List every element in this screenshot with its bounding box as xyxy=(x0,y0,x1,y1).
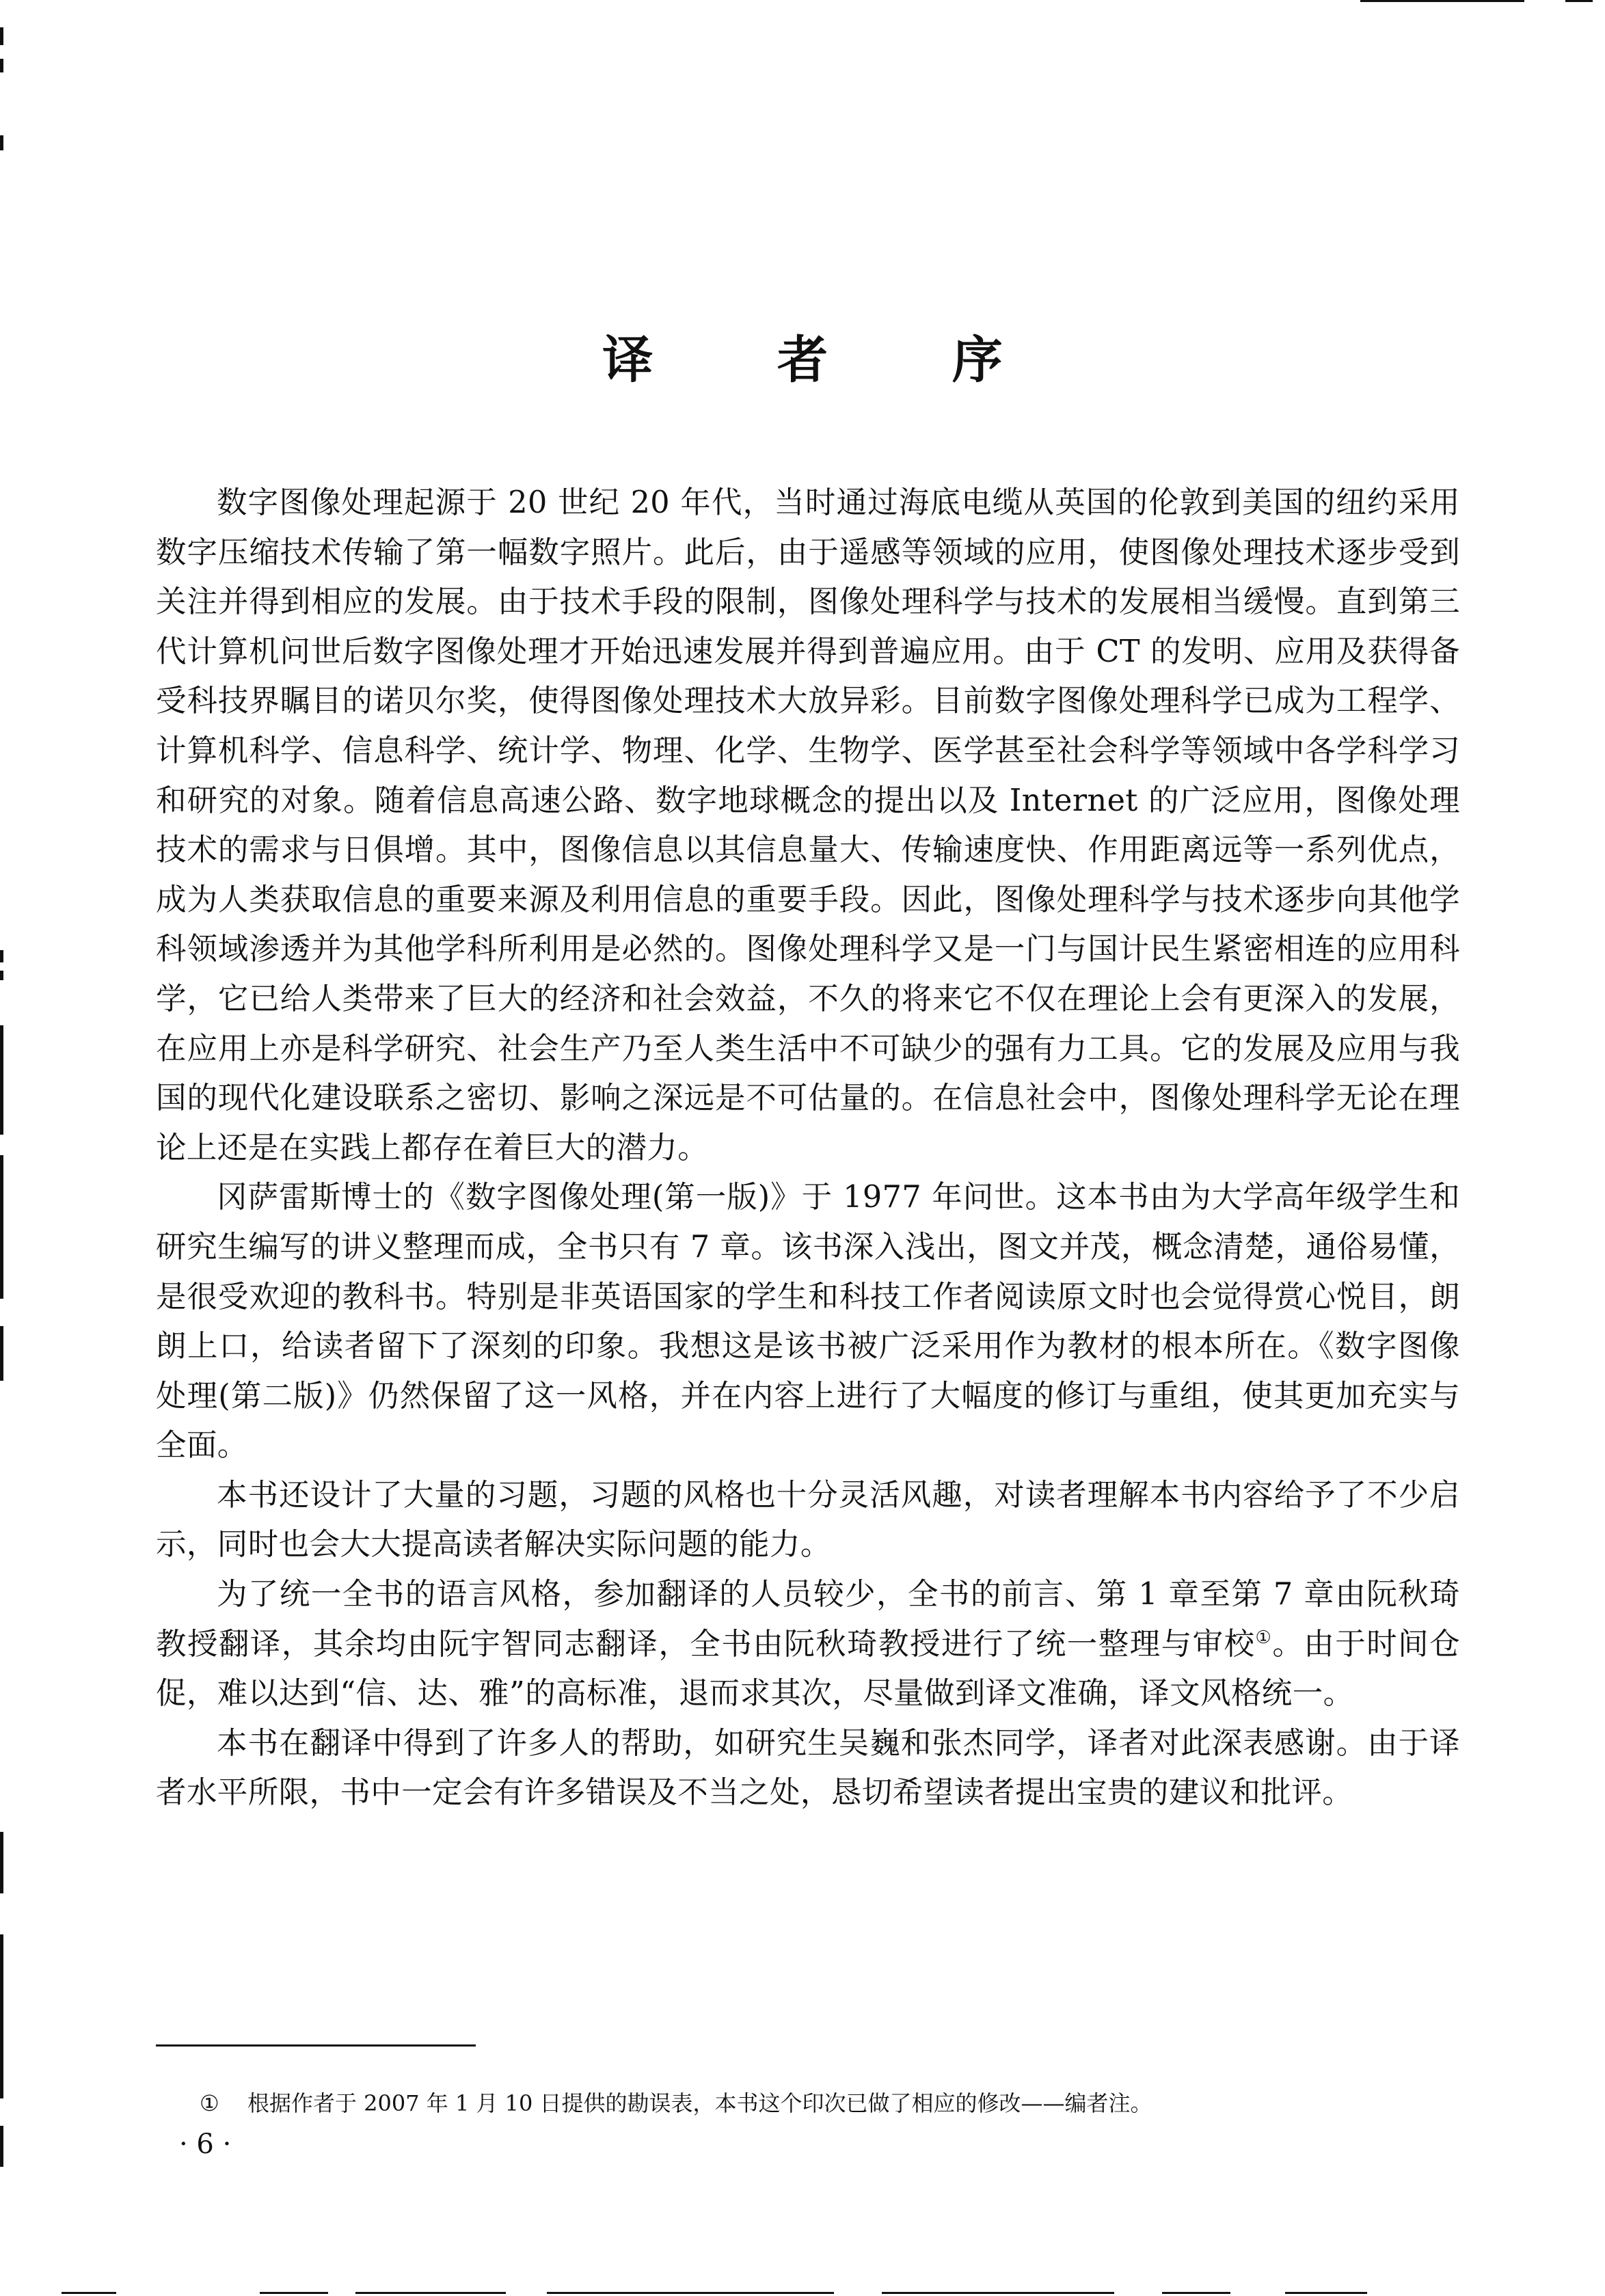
scan-artifact xyxy=(0,971,3,980)
scan-artifact xyxy=(0,2126,3,2167)
scan-artifact xyxy=(0,1155,3,1299)
scan-artifact xyxy=(260,2292,328,2294)
scan-artifact xyxy=(1360,0,1524,2)
scan-artifact xyxy=(0,1025,3,1135)
scan-artifact xyxy=(0,950,3,962)
scan-artifact xyxy=(0,1934,3,2098)
paragraph-with-footnote-ref xyxy=(156,1570,1460,1719)
paragraph: 数字图像处理起源于 20 世纪 20 年代，当时通过海底电缆从英国的伦敦到美国的纽约采用数字压缩技术传输了第一幅数字照片。此后，由于遥感等领域的应用，使图像处理技术逐步受到关注并得到相应的发展。由于技术手段的限制，图像处理科学与技术的发展相当缓慢。直到第三代计算机问世后数字图像处理才开始迅速发展并得到普遍应用。由于 CT 的发明、应用及获得备受科技界瞩目的诺贝尔奖，使得图像处理技术大放异彩。目前数字图像处理科学已成为工程学、计算机科学、信息科学、统计学、物理、化学、生物学、医学甚至社会科学等领域中各学科学习和研究的对象。随着信息高速公路、数字地球概念的提出以及 Internet 的广泛应用，图像处理技术的需求与日俱增。其中，图像信息以其信息量大、传输速度快、作用距离远等一系列优点，成为人类获取信息的重要来源及利用信息的重要手段。因此，图像处理科学与技术逐步向其他学科领域渗透并为其他学科所利用是必然的。图像处理科学又是一门与国计民生紧密相连的应用科学，它已给人类带来了巨大的经济和社会效益，不久的将来它不仅在理论上会有更深入的发展，在应用上亦是科学研究、社会生产乃至人类生活中不可缺少的强有力工具。它的发展及应用与我国的现代化建设联系之密切、影响之深远是不可估量的。在信息社会中，图像处理科学无论在理论上还是在实践上都存在着巨大的潜力。 xyxy=(156,485,1460,1165)
scan-artifact xyxy=(547,2292,834,2294)
scan-artifact xyxy=(882,2292,1114,2294)
scan-artifact xyxy=(0,59,3,72)
preface-body xyxy=(156,478,1460,1818)
page-title: 译 者 序 xyxy=(602,331,1056,390)
paragraph: 本书还设计了大量的习题，习题的风格也十分灵活风趣，对读者理解本书内容给予了不少启示，同时也会大大提高读者解决实际问题的能力。 xyxy=(156,1477,1460,1563)
footnote xyxy=(200,2088,1457,2118)
scan-artifact xyxy=(0,1326,3,1381)
scan-artifact xyxy=(62,2292,116,2294)
page-number: · 6 · xyxy=(179,2129,232,2160)
scan-artifact xyxy=(0,135,3,150)
scan-artifact xyxy=(1285,2292,1367,2294)
footnote-reference[interactable]: ① xyxy=(1255,1627,1273,1648)
scan-artifact xyxy=(0,1832,3,1893)
footnote-text: 根据作者于 2007 年 1 月 10 日提供的勘误表，本书这个印次已做了相应的修改——编者注。 xyxy=(247,2090,1152,2116)
paragraph-text-after-note: 。由于时间仓促，难以达到“信、达、雅”的高标准，退而求其次，尽量做到译文准确，译文风格统一。 xyxy=(156,1626,1461,1712)
scan-artifact xyxy=(355,2292,506,2294)
paragraph: 本书在翻译中得到了许多人的帮助，如研究生吴巍和张杰同学，译者对此深表感谢。由于译者水平所限，书中一定会有许多错误及不当之处，恳切希望读者提出宝贵的建议和批评。 xyxy=(156,1725,1460,1811)
paragraph: 冈萨雷斯博士的《数字图像处理(第一版)》于 1977 年问世。这本书由为大学高年级学生和研究生编写的讲义整理而成，全书只有 7 章。该书深入浅出，图文并茂，概念清楚，通俗易懂，是很受欢迎的教科书。特别是非英语国家的学生和科技工作者阅读原文时也会觉得赏心悦目，朗朗上口，给读者留下了深刻的印象。我想这是该书被广泛采用作为教材的根本所在。《数字图像处理(第二版)》仍然保留了这一风格，并在内容上进行了大幅度的修订与重组，使其更加充实与全面。 xyxy=(156,1180,1460,1463)
paragraph-text-before-note: 为了统一全书的语言风格，参加翻译的人员较少，全书的前言、第 1 章至第 7 章由阮秋琦教授翻译，其余均由阮宇智同志翻译，全书由阮秋琦教授进行了统一整理与审校 xyxy=(156,1577,1460,1662)
scan-artifact xyxy=(1162,2292,1230,2294)
footnote-mark: ① xyxy=(200,2090,219,2116)
footnote-divider xyxy=(156,2044,476,2047)
scan-artifact xyxy=(0,27,3,45)
scan-artifact xyxy=(1565,0,1593,2)
